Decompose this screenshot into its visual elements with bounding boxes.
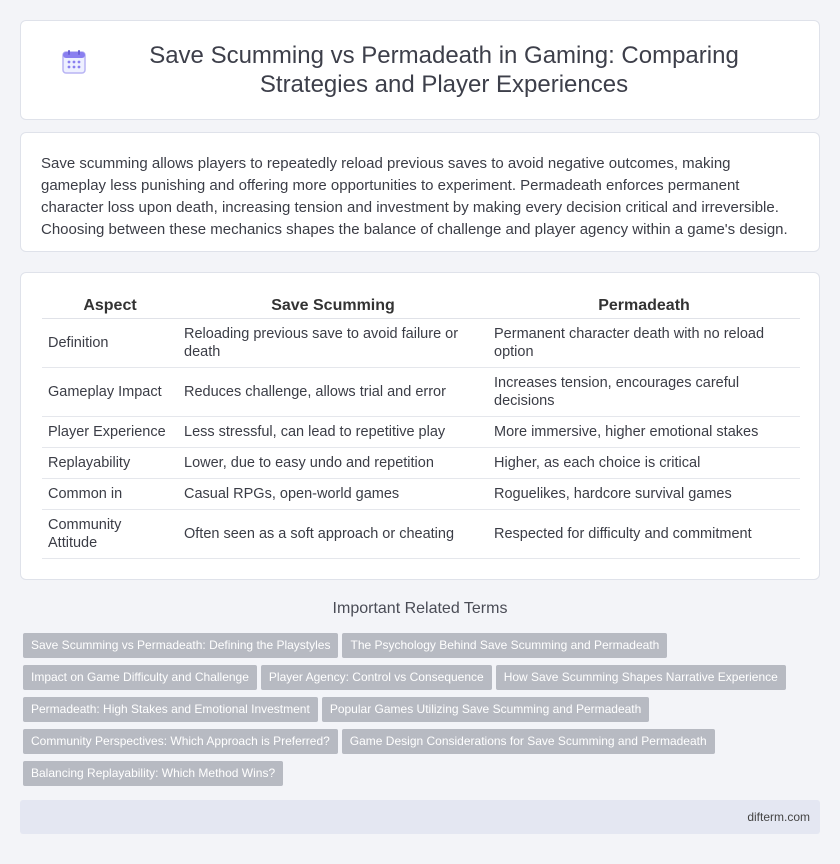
cell-save-scumming: Casual RPGs, open-world games xyxy=(178,479,488,510)
table-header-row xyxy=(42,291,800,319)
cell-save-scumming: Often seen as a soft approach or cheating xyxy=(178,510,488,559)
comparison-table xyxy=(42,291,800,559)
title-card xyxy=(20,20,820,120)
cell-save-scumming: Less stressful, can lead to repetitive play xyxy=(178,417,488,448)
related-term-link[interactable]: The Psychology Behind Save Scumming and Permadeath xyxy=(342,633,667,658)
table-row xyxy=(42,417,800,448)
related-term-link[interactable]: Balancing Replayability: Which Method Wins? xyxy=(23,761,283,786)
cell-permadeath: Respected for difficulty and commitment xyxy=(488,510,800,559)
page-title: Save Scumming vs Permadeath in Gaming: Comparing Strategies and Player Experiences xyxy=(149,42,739,98)
cell-permadeath: Permanent character death with no reload option xyxy=(488,319,800,368)
cell-save-scumming: Reduces challenge, allows trial and error xyxy=(178,368,488,417)
comparison-card xyxy=(20,272,820,580)
header-permadeath: Permadeath xyxy=(488,291,800,319)
related-term-link[interactable]: Player Agency: Control vs Consequence xyxy=(261,665,492,690)
calendar-icon xyxy=(61,49,87,75)
cell-aspect: Community Attitude xyxy=(42,510,178,559)
cell-permadeath: Higher, as each choice is critical xyxy=(488,448,800,479)
related-term-link[interactable]: Save Scumming vs Permadeath: Defining the Playstyles xyxy=(23,633,338,658)
cell-permadeath: More immersive, higher emotional stakes xyxy=(488,417,800,448)
table-row xyxy=(42,368,800,417)
related-terms-list xyxy=(23,633,813,793)
cell-save-scumming: Lower, due to easy undo and repetition xyxy=(178,448,488,479)
table-row xyxy=(42,510,800,559)
cell-aspect: Player Experience xyxy=(42,417,178,448)
related-term-link[interactable]: Impact on Game Difficulty and Challenge xyxy=(23,665,257,690)
cell-aspect: Common in xyxy=(42,479,178,510)
footer xyxy=(20,800,820,834)
related-terms-heading: Important Related Terms xyxy=(332,600,508,617)
header-save-scumming: Save Scumming xyxy=(178,291,488,319)
cell-permadeath: Roguelikes, hardcore survival games xyxy=(488,479,800,510)
site-link[interactable]: difterm.com xyxy=(747,810,810,824)
cell-aspect: Replayability xyxy=(42,448,178,479)
title-wrap xyxy=(61,41,779,99)
table-row xyxy=(42,479,800,510)
intro-paragraph: Save scumming allows players to repeatedly reload previous saves to avoid negative outcomes, making gameplay less punishing and offering more opportunities to experiment. Permadeath enforces permanent character loss upon death, increasing tension and investment by making every decision critical and irreversible. Choosing between these mechanics shapes the balance of challenge and player agency within a game's design. xyxy=(41,155,788,238)
cell-aspect: Definition xyxy=(42,319,178,368)
related-term-link[interactable]: Community Perspectives: Which Approach is Preferred? xyxy=(23,729,338,754)
header-aspect: Aspect xyxy=(42,291,178,319)
related-term-link[interactable]: Permadeath: High Stakes and Emotional Investment xyxy=(23,697,318,722)
table-row xyxy=(42,319,800,368)
related-term-link[interactable]: Popular Games Utilizing Save Scumming and Permadeath xyxy=(322,697,649,722)
related-term-link[interactable]: How Save Scumming Shapes Narrative Experience xyxy=(496,665,786,690)
related-term-link[interactable]: Game Design Considerations for Save Scumming and Permadeath xyxy=(342,729,715,754)
cell-save-scumming: Reloading previous save to avoid failure or death xyxy=(178,319,488,368)
intro-card xyxy=(20,132,820,252)
cell-aspect: Gameplay Impact xyxy=(42,368,178,417)
cell-permadeath: Increases tension, encourages careful decisions xyxy=(488,368,800,417)
table-row xyxy=(42,448,800,479)
